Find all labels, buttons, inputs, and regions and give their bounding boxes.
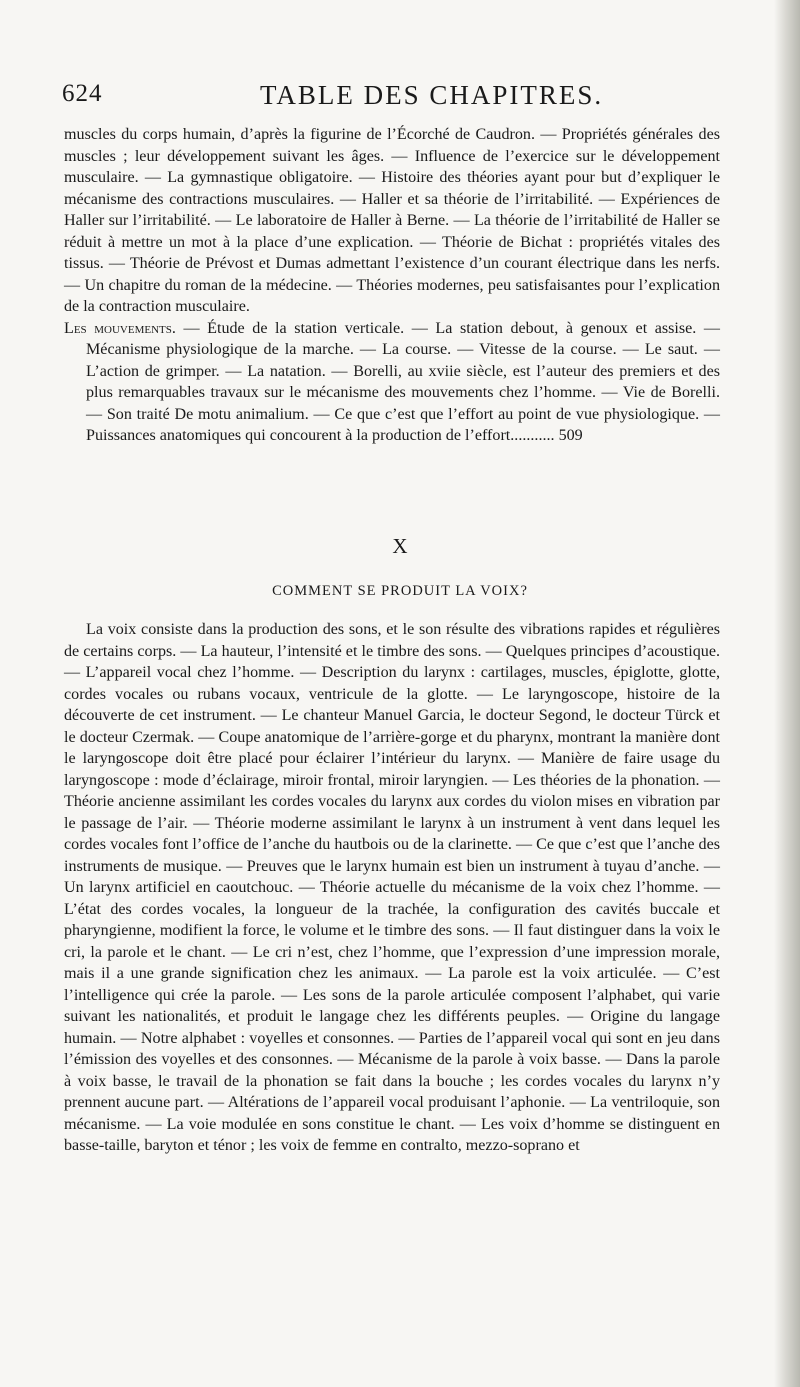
dot-leader: ........... [510, 427, 555, 444]
chapter-number: X [392, 534, 408, 558]
summary-paragraph-2-text: — Étude de la station verticale. — La station debout, à genoux et assise. — Mécanisme physiologique de la marche. — La course. — Vitesse de la course. — Le saut. — L’action de grimper. — La natation. — Borelli, au xviie siècle, est l’auteur des premiers et des plus remarquables travaux sur le mécanisme des mouvements chez l’homme. — Vie de Borelli. — Son traité De motu animalium. — Ce que c’est que l’effort au point de vue physiologique. — Puissances anatomiques qui concourent à la production de l’effort [86, 319, 720, 444]
chapter-summary [64, 619, 720, 1157]
summary-paragraph-2 [64, 318, 720, 447]
running-header [62, 80, 722, 120]
chapter-summary-text: La voix consiste dans la production des sons, et le son résulte des vibrations rapides et régulières de certains corps. — La hauteur, l’intensité et le timbre des sons. — Quelques principes d’acoustique. — L’appareil vocal chez l’homme. — Description du larynx : cartilages, muscles, épiglotte, glotte, cordes vocales ou rubans vocaux, ventricule de la glotte. — Le laryngoscope, histoire de la découverte de cet instrument. — Le chanteur Manuel Garcia, le docteur Segond, le docteur Türck et le docteur Czermak. — Coupe anatomique de l’arrière-gorge et du pharynx, montrant la manière dont le laryngoscope doit être placé pour éclairer l’intérieur du larynx. — Manière de faire usage du laryngoscope : mode d’éclairage, miroir frontal, miroir laryngien. — Les théories de la phonation. — Théorie ancienne assimilant les cordes vocales du larynx aux cordes du violon mises en vibration par le passage de l’air. — Théorie moderne assimilant le larynx à un instrument à vent dans lequel les cordes vocales font l’office de l’anche du hautbois ou de la clarinette. — Ce que c’est que l’anche des instruments de musique. — Preuves que le larynx humain est bien un instrument à tuyau d’anche. — Un larynx artificiel en caoutchouc. — Théorie actuelle du mécanisme de la voix chez l’homme. — L’état des cordes vocales, la longueur de la trachée, la configuration des cavités buccale et pharyngienne, modifient la force, le volume et le timbre des sons. — Il faut distinguer dans la voix le cri, la parole et le chant. — Le cri n’est, chez l’homme, que l’expression d’une impression morale, mais il a une grande signification chez les animaux. — La parole est la voix articulée. — C’est l’intelligence qui crée la parole. — Les sons de la parole articulée composent l’alphabet, qui varie suivant les nationalités, et produit le langage chez les différents peuples. — Origine du langage humain. — Notre alphabet : voyelles et consonnes. — Parties de l’appareil vocal qui sont en jeu dans l’émission des voyelles et des consonnes. — Mécanisme de la parole à voix basse. — Dans la parole à voix basse, le travail de la phonation se fait dans la bouche ; les cordes vocales du larynx n’y prennent aucune part. — Altérations de l’appareil vocal produisant l’aphonie. — La ventriloquie, son mécanisme. — La voie modulée en sons constitue le chant. — Les voix d’homme se distinguent en basse-taille, baryton et ténor ; les voix de femme en contralto, mezzo-soprano et [64, 621, 720, 1154]
running-title: TABLE DES CHAPITRES. [260, 80, 604, 110]
page-edge-shadow [774, 0, 800, 1387]
page-reference: 509 [558, 427, 583, 444]
summary-paragraph-1: muscles du corps humain, d’après la figurine de l’Écorché de Caudron. — Propriétés générales des muscles ; leur développement suivant les âges. — Influence de l’exercice sur le développement musculaire. — La gymnastique obligatoire. — Histoire des théories ayant pour but d’expliquer le mécanisme des contractions musculaires. — Haller et sa théorie de l’irritabilité. — Expériences de Haller sur l’irritabilité. — Le laboratoire de Haller à Berne. — La théorie de l’irritabilité de Haller se réduit à mettre un mot à la place d’une explication. — Théorie de Bichat : propriétés vitales des tissus. — Théorie de Prévost et Dumas admettant l’existence d’un courant électrique dans les nerfs. — Un chapitre du roman de la médecine. — Théories modernes, peu satisfaisantes pour l’explication de la contraction musculaire. [64, 126, 720, 315]
chapter-title: COMMENT SE PRODUIT LA VOIX? [272, 583, 528, 599]
previous-chapter-summary [64, 124, 720, 447]
section-heading-word: Les mouvements. [64, 319, 176, 337]
page-number: 624 [62, 80, 103, 107]
